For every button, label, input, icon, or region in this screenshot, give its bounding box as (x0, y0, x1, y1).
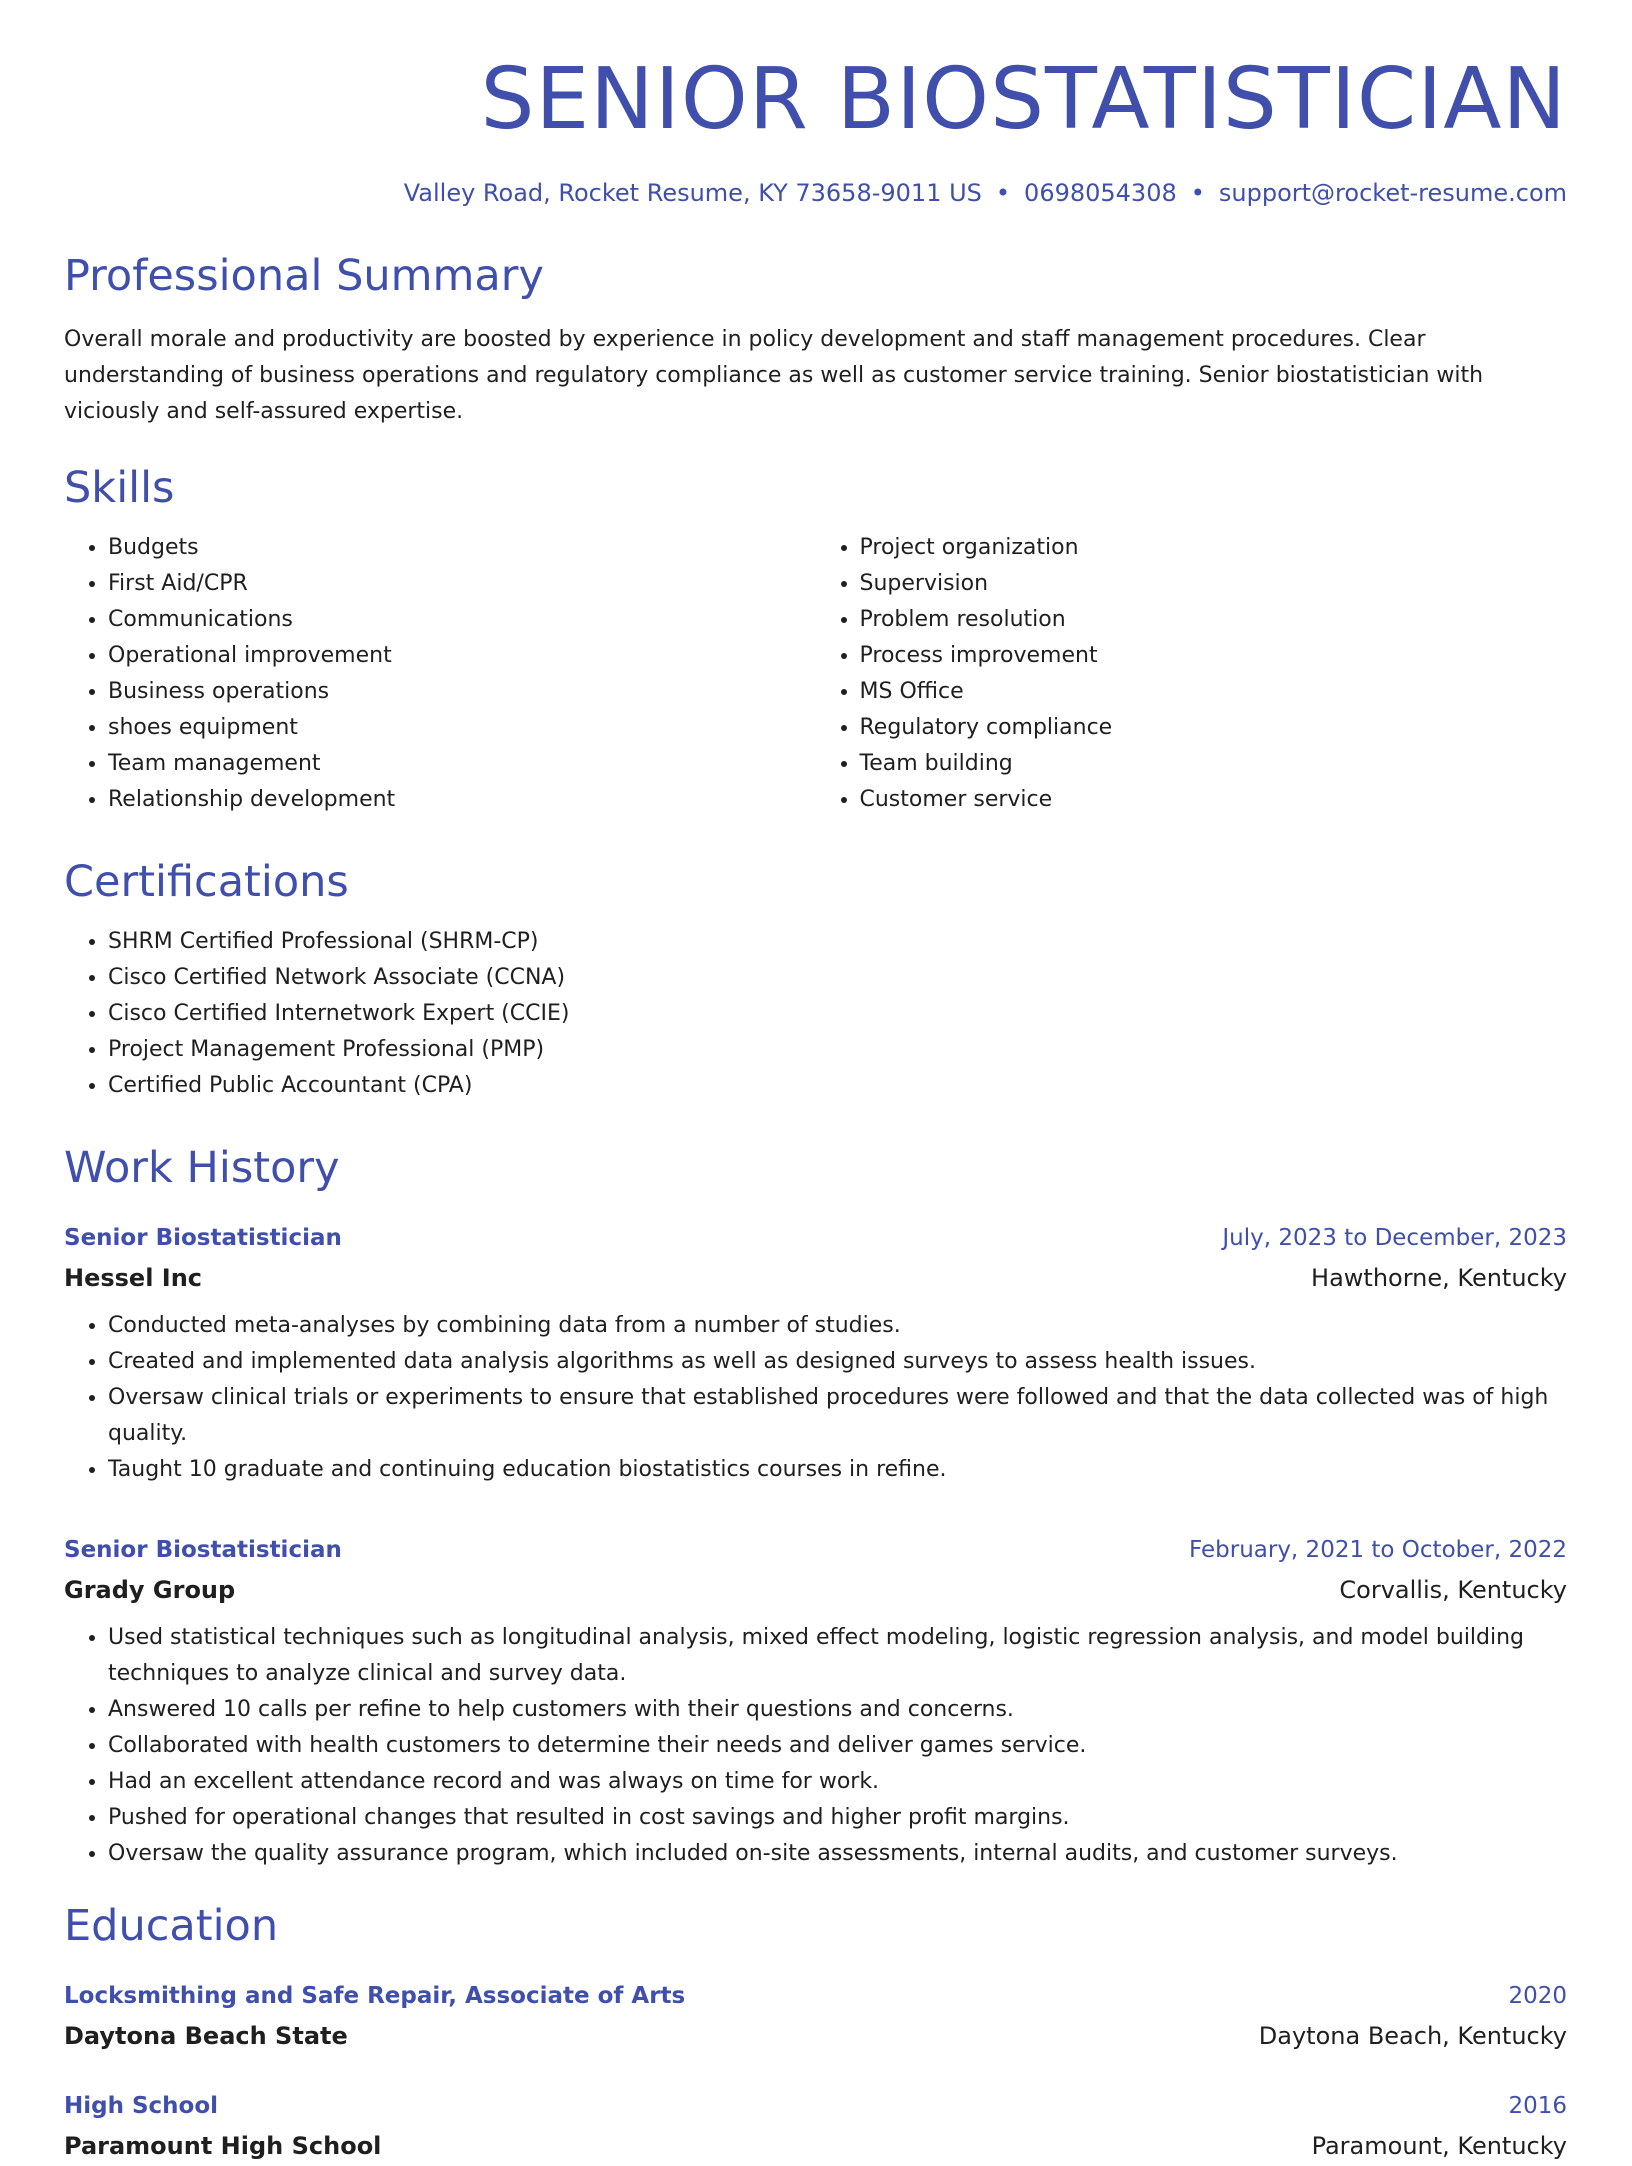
job-bullet: • Used statistical techniques such as longitudinal analysis, mixed effect modeling, logistic regression analysis, and model building techniques to analyze clinical and survey data. (108, 1620, 1567, 1692)
job-bullet: • Created and implemented data analysis algorithms as well as designed surveys to assess health issues. (108, 1344, 1567, 1380)
certification-item: • SHRM Certified Professional (SHRM-CP) (108, 924, 1567, 960)
contact-phone: 0698054308 (1024, 179, 1177, 207)
skill-item: • Problem resolution (860, 602, 1568, 638)
education-heading: Education (64, 1901, 279, 1951)
job-header (64, 1218, 1567, 1258)
job-role: Senior Biostatistician (64, 1225, 342, 1251)
skill-item: • Team building (860, 746, 1568, 782)
job-dates: February, 2021 to October, 2022 (1189, 1537, 1567, 1563)
certification-item: • Cisco Certified Network Associate (CCNA) (108, 960, 1567, 996)
education-header (64, 1976, 1567, 2016)
contact-line (64, 178, 1567, 208)
education-school-row (64, 2126, 1567, 2166)
skills-list (64, 530, 1567, 818)
resume-title: SENIOR BIOSTATISTICIAN (480, 50, 1567, 149)
certification-item: • Certified Public Accountant (CPA) (108, 1068, 1567, 1104)
certifications-list (64, 924, 1567, 1104)
skill-item: • Business operations (108, 674, 816, 710)
skill-item: • Project organization (860, 530, 1568, 566)
job-dates: July, 2023 to December, 2023 (1222, 1225, 1567, 1251)
job-role: Senior Biostatistician (64, 1537, 342, 1563)
education-degree: High School (64, 2093, 219, 2119)
skill-item: • Customer service (860, 782, 1568, 818)
education-school: Daytona Beach State (64, 2022, 348, 2050)
skill-item: • Team management (108, 746, 816, 782)
skill-item: • Supervision (860, 566, 1568, 602)
education-school: Paramount High School (64, 2132, 382, 2160)
skills-column-right (816, 530, 1568, 818)
education-location: Paramount, Kentucky (1311, 2132, 1567, 2160)
job-bullet: • Pushed for operational changes that resulted in cost savings and higher profit margins. (108, 1800, 1567, 1836)
resume-page (64, 0, 1567, 2166)
education-entry (64, 2086, 1567, 2166)
job-company: Grady Group (64, 1576, 236, 1604)
skill-item: • shoes equipment (108, 710, 816, 746)
summary-heading: Professional Summary (64, 251, 544, 301)
job-entry (64, 1218, 1567, 1488)
skill-item: • Budgets (108, 530, 816, 566)
job-bullets (64, 1308, 1567, 1488)
contact-separator: • (1190, 179, 1205, 207)
skills-heading: Skills (64, 463, 175, 513)
job-header (64, 1530, 1567, 1570)
contact-separator: • (995, 179, 1011, 207)
job-company-row (64, 1570, 1567, 1610)
job-bullet: • Answered 10 calls per refine to help customers with their questions and concerns. (108, 1692, 1567, 1728)
education-degree: Locksmithing and Safe Repair, Associate of Arts (64, 1983, 686, 2009)
skill-item: • First Aid/CPR (108, 566, 816, 602)
education-school-row (64, 2016, 1567, 2056)
job-company-row (64, 1258, 1567, 1298)
job-bullet: • Collaborated with health customers to determine their needs and deliver games service. (108, 1728, 1567, 1764)
education-year: 2020 (1508, 1983, 1567, 2009)
education-entry (64, 1976, 1567, 2056)
education-year: 2016 (1508, 2093, 1567, 2119)
contact-email: support@rocket-resume.com (1218, 179, 1567, 207)
skill-item: • Relationship development (108, 782, 816, 818)
job-bullet: • Oversaw clinical trials or experiments to ensure that established procedures were followed and that the data collected was of high quality. (108, 1380, 1567, 1452)
certification-item: • Project Management Professional (PMP) (108, 1032, 1567, 1068)
job-location: Corvallis, Kentucky (1339, 1576, 1567, 1604)
skill-item: • Operational improvement (108, 638, 816, 674)
job-bullet: • Conducted meta-analyses by combining data from a number of studies. (108, 1308, 1567, 1344)
skill-item: • Regulatory compliance (860, 710, 1568, 746)
skill-item: • MS Office (860, 674, 1568, 710)
skill-item: • Communications (108, 602, 816, 638)
job-entry (64, 1530, 1567, 1872)
work-history-heading: Work History (64, 1143, 340, 1193)
job-bullet: • Oversaw the quality assurance program, which included on-site assessments, internal audits, and customer surveys. (108, 1836, 1567, 1872)
summary-text: Overall morale and productivity are boosted by experience in policy development and staff management procedures. Clear understanding of business operations and regulatory compliance as well as customer service training. Senior biostatistician with viciously and self-assured expertise. (64, 327, 1484, 424)
job-bullets (64, 1620, 1567, 1872)
contact-address: Valley Road, Rocket Resume, KY 73658-9011 US (403, 179, 982, 207)
education-header (64, 2086, 1567, 2126)
education-location: Daytona Beach, Kentucky (1258, 2022, 1567, 2050)
skill-item: • Process improvement (860, 638, 1568, 674)
certification-item: • Cisco Certified Internetwork Expert (CCIE) (108, 996, 1567, 1032)
skills-column-left (64, 530, 816, 818)
job-location: Hawthorne, Kentucky (1311, 1264, 1567, 1292)
job-company: Hessel Inc (64, 1264, 203, 1292)
certifications-heading: Certifications (64, 857, 349, 907)
job-bullet: • Taught 10 graduate and continuing education biostatistics courses in refine. (108, 1452, 1567, 1488)
job-bullet: • Had an excellent attendance record and was always on time for work. (108, 1764, 1567, 1800)
